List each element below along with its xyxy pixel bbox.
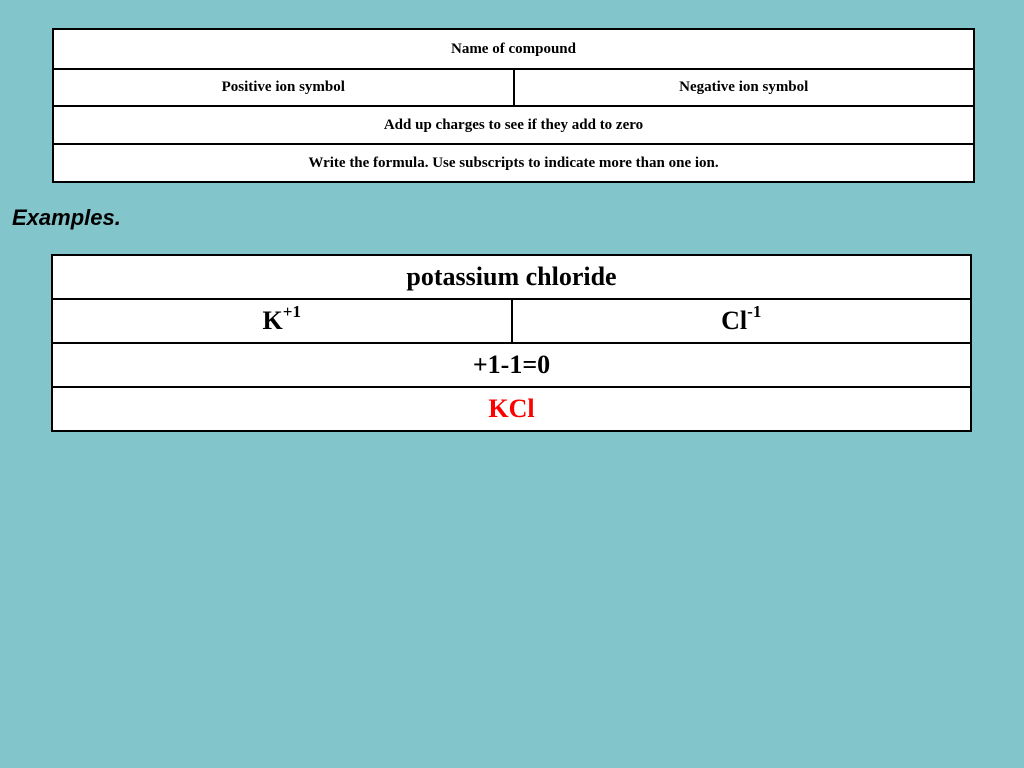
negative-ion-charge: -1 [747,302,762,322]
template-row-name [53,29,974,69]
charge-sum-cell: +1-1=0 [52,343,971,387]
positive-ion-symbol-cell: Positive ion symbol [53,69,514,106]
positive-ion-charge: +1 [282,302,301,322]
example-row-ions [52,299,971,343]
add-charges-cell: Add up charges to see if they add to zero [53,106,974,144]
template-row-formula [53,144,974,182]
example-row-name [52,255,971,299]
template-row-charges [53,106,974,144]
write-formula-cell: Write the formula. Use subscripts to indicate more than one ion. [53,144,974,182]
example-table [51,254,972,432]
negative-ion-symbol: Cl [721,306,748,335]
name-of-compound-cell: Name of compound [53,29,974,69]
formula-cell: KCl [52,387,971,431]
formula-template-table [52,28,975,183]
example-row-formula [52,387,971,431]
examples-heading: Examples. [12,205,121,230]
positive-ion-symbol: K [262,306,283,335]
example-row-charges [52,343,971,387]
negative-ion-symbol-cell: Negative ion symbol [514,69,975,106]
negative-ion-cell [512,299,972,343]
template-row-ions [53,69,974,106]
compound-name-cell: potassium chloride [52,255,971,299]
positive-ion-cell [52,299,512,343]
